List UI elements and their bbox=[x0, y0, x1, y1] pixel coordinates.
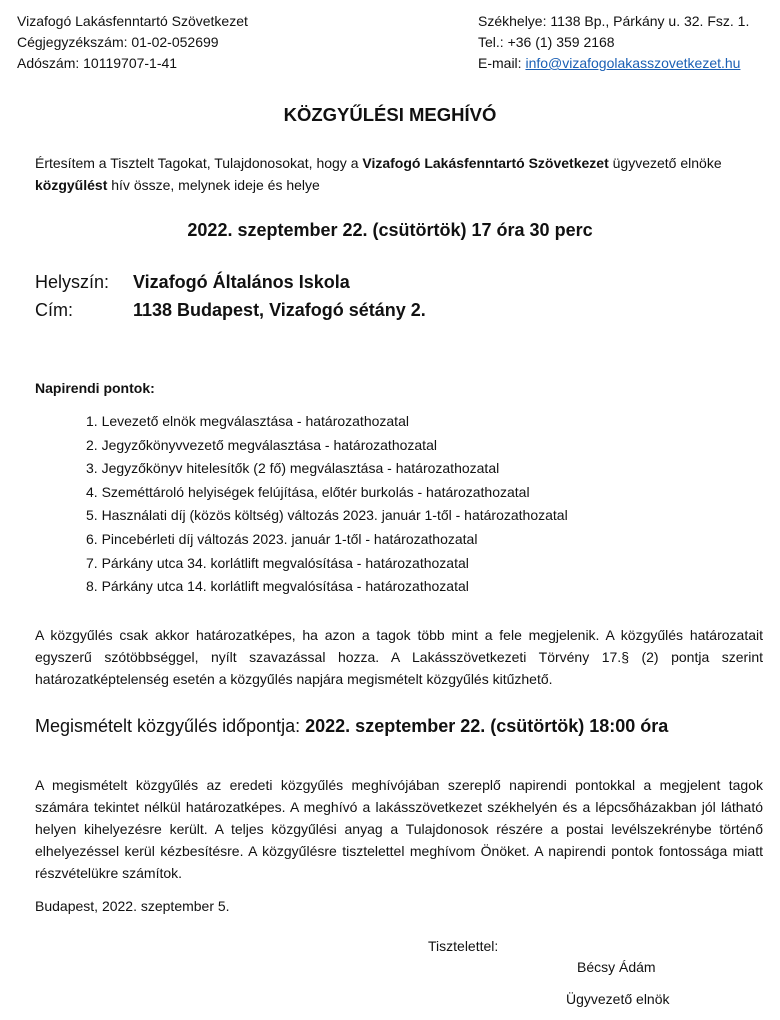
agenda-item: 8. Párkány utca 14. korlátlift megvalósítása - határozathozatal bbox=[86, 578, 469, 595]
document-title: KÖZGYŰLÉSI MEGHÍVÓ bbox=[283, 104, 497, 125]
agenda-item: 1. Levezető elnök megválasztása - határozathozatal bbox=[86, 413, 409, 429]
agenda-item: 5. Használati díj (közös költség) változás 2023. január 1-től - határozathozatal bbox=[86, 507, 568, 524]
repeat-meeting-label: Megismételt közgyűlés időpontja: bbox=[35, 716, 306, 736]
agenda-item: 3. Jegyzőkönyv hitelesítők (2 fő) megválasztása - határozathozatal bbox=[86, 460, 500, 477]
agenda-item: 4. Szeméttároló helyiségek felújítása, előtér burkolás - határozathozatal bbox=[86, 483, 530, 500]
company-header bbox=[17, 11, 248, 74]
repeat-meeting-time: 2022. szeptember 22. (csütörtök) 18:00 óra bbox=[305, 716, 669, 736]
repeat-meeting-paragraph: A megismételt közgyűlés az eredeti közgyűlés meghívójában szereplő napirendi pontokkal a megjelent tagok számára tekintet nélkül határozatképes. A meghívó a lakásszövetkezet székhelyén és a lépcsőházakban jól látható helyen kihelyezésre került. A teljes közgyűlési anyag a Tulajdonosok részére a postai levélszekrénybe történő elhelyezéssel kerül kézbesítésre. A közgyűlésre tisztelettel meghívom Önöket. A napirendi pontok fontossága miatt részvételükre számítok. bbox=[35, 777, 763, 881]
agenda-item: 2. Jegyzőkönyvvezető megválasztása - határozathozatal bbox=[86, 436, 437, 453]
email-line bbox=[478, 53, 749, 74]
repeat-meeting-line bbox=[35, 716, 668, 737]
agenda-item: 6. Pincebérleti díj változás 2023. január 1-től - határozathozatal bbox=[86, 530, 478, 547]
quorum-paragraph: A közgyűlés csak akkor határozatképes, ha azon a tagok több mint a fele megjelenik. A közgyűlés határozatait egyszerű szótöbbséggel, nyílt szavazással hozza. A Lakásszövetkezeti Törvény 17.§ (2) pontja szerint határozatképtelenség esetén a közgyűlés napjára megismételt közgyűlés kitűzhető. bbox=[35, 627, 763, 687]
email-label: E-mail: bbox=[478, 55, 526, 71]
closing-regards: Tisztelettel: bbox=[428, 938, 499, 954]
agenda-list bbox=[86, 410, 568, 599]
address-label: Cím: bbox=[35, 300, 73, 320]
signer-name: Bécsy Ádám bbox=[577, 959, 656, 975]
venue-label: Helyszín: bbox=[35, 272, 110, 292]
meeting-word: közgyűlést bbox=[35, 177, 108, 193]
signer-role: Ügyvezető elnök bbox=[566, 991, 670, 1007]
address-row bbox=[35, 296, 426, 324]
agenda-item: 7. Párkány utca 34. korlátlift megvalósítása - határozathozatal bbox=[86, 554, 469, 571]
meeting-location bbox=[35, 268, 426, 324]
place-and-date: Budapest, 2022. szeptember 5. bbox=[35, 898, 230, 914]
seat-address: Székhelye: 1138 Bp., Párkány u. 32. Fsz. 1. bbox=[478, 13, 750, 29]
tax-number: Adószám: 10119707-1-41 bbox=[17, 55, 178, 71]
venue-address: 1138 Budapest, Vizafogó sétány 2. bbox=[133, 300, 426, 320]
intro-paragraph: Értesítem a Tisztelt Tagokat, Tulajdonosokat, hogy a Vizafogó Lakásfenntartó Szövetkezet ügyvezető elnöke közgyűlést hív össze, melynek ideje és helye bbox=[35, 155, 722, 193]
venue-row bbox=[35, 268, 426, 296]
registration-number: Cégjegyzékszám: 01-02-052699 bbox=[17, 34, 219, 50]
company-name: Vizafogó Lakásfenntartó Szövetkezet bbox=[17, 13, 248, 29]
contact-header bbox=[478, 11, 749, 74]
phone-number: Tel.: +36 (1) 359 2168 bbox=[478, 34, 615, 50]
email-link[interactable]: info@vizafogolakasszovetkezet.hu bbox=[525, 55, 741, 71]
agenda-heading: Napirendi pontok: bbox=[35, 380, 155, 396]
venue-name: Vizafogó Általános Iskola bbox=[133, 272, 350, 292]
organization-name: Vizafogó Lakásfenntartó Szövetkezet bbox=[362, 155, 609, 171]
meeting-datetime: 2022. szeptember 22. (csütörtök) 17 óra 30 perc bbox=[187, 220, 593, 240]
